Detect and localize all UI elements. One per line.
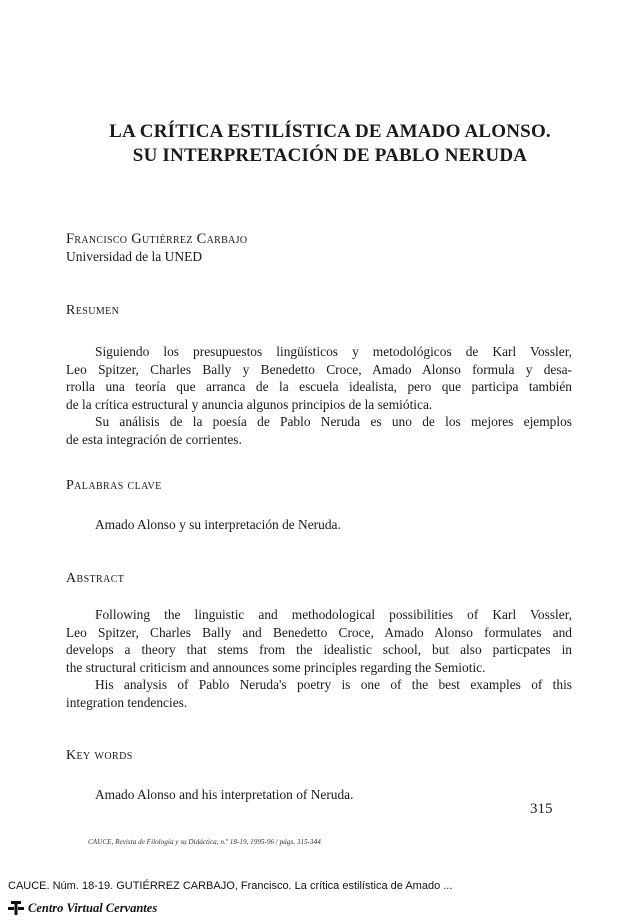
cvc-logo-icon — [8, 900, 24, 916]
resumen-line: Leo Spitzer, Charles Bally y Benedetto Croce, Amado Alonso formula y desa- — [66, 361, 572, 377]
palabras-clave-heading: Palabras clave — [66, 478, 162, 493]
abstract-line: the structural criticism and announces some principles regarding the Semiotic. — [66, 659, 486, 675]
title-line-1: LA CRÍTICA ESTILÍSTICA DE AMADO ALONSO. — [109, 121, 551, 142]
abstract-paragraph-1 — [66, 606, 572, 676]
resumen-paragraph-2 — [66, 413, 572, 448]
cvc-logo-text: Centro Virtual Cervantes — [28, 900, 158, 915]
resumen-line: Su análisis de la poesía de Pablo Neruda es uno de los mejores ejemplos — [95, 414, 572, 429]
palabras-clave-text: Amado Alonso y su interpretación de Neruda. — [95, 517, 341, 532]
author-block — [66, 231, 247, 265]
abstract-line: develops a theory that stems from the idealistic school, but also particpates in — [66, 642, 572, 658]
title-line-2: SU INTERPRETACIÓN DE PABLO NERUDA — [132, 145, 528, 166]
abstract-line: His analysis of Pablo Neruda's poetry is one of the best examples of this — [95, 677, 572, 692]
author-name: Francisco Gutiérrez Carbajo — [66, 231, 248, 247]
abstract-line: Leo Spitzer, Charles Bally and Benedetto Croce, Amado Alonso formulates and — [66, 624, 572, 640]
author-affiliation: Universidad de la UNED — [66, 249, 203, 264]
resumen-paragraph-1 — [66, 343, 572, 413]
resumen-line: Siguiendo los presupuestos lingüísticos y metodológicos de Karl Vossler, — [95, 344, 572, 359]
resumen-line: de la crítica estructural y anuncia algunos principios de la semiótica. — [66, 396, 433, 412]
reference-link[interactable]: CAUCE. Núm. 18-19. GUTIÉRREZ CARBAJO, Francisco. La crítica estilística de Amado ... — [8, 880, 453, 892]
abstract-line: integration tendencies. — [66, 694, 188, 710]
key-words-heading: Key words — [66, 748, 133, 763]
abstract-paragraph-2 — [66, 676, 572, 711]
journal-citation: CAUCE, Revista de Filología y su Didáctica, n.º 18-19, 1995-96 / págs. 315-344 — [88, 838, 321, 846]
resumen-line: rrolla una teoría que arranca de la escuela idealista, pero que participa también — [66, 379, 572, 395]
cvc-logo-link[interactable] — [8, 899, 157, 917]
abstract-heading: Abstract — [66, 571, 125, 586]
abstract-line: Following the linguistic and methodological possibilities of Karl Vossler, — [95, 607, 572, 622]
page-number: 315 — [530, 801, 553, 817]
resumen-heading: Resumen — [66, 303, 120, 318]
key-words-text: Amado Alonso and his interpretation of Neruda. — [95, 787, 354, 802]
article-title — [60, 120, 600, 168]
resumen-line: de esta integración de corrientes. — [66, 431, 242, 447]
